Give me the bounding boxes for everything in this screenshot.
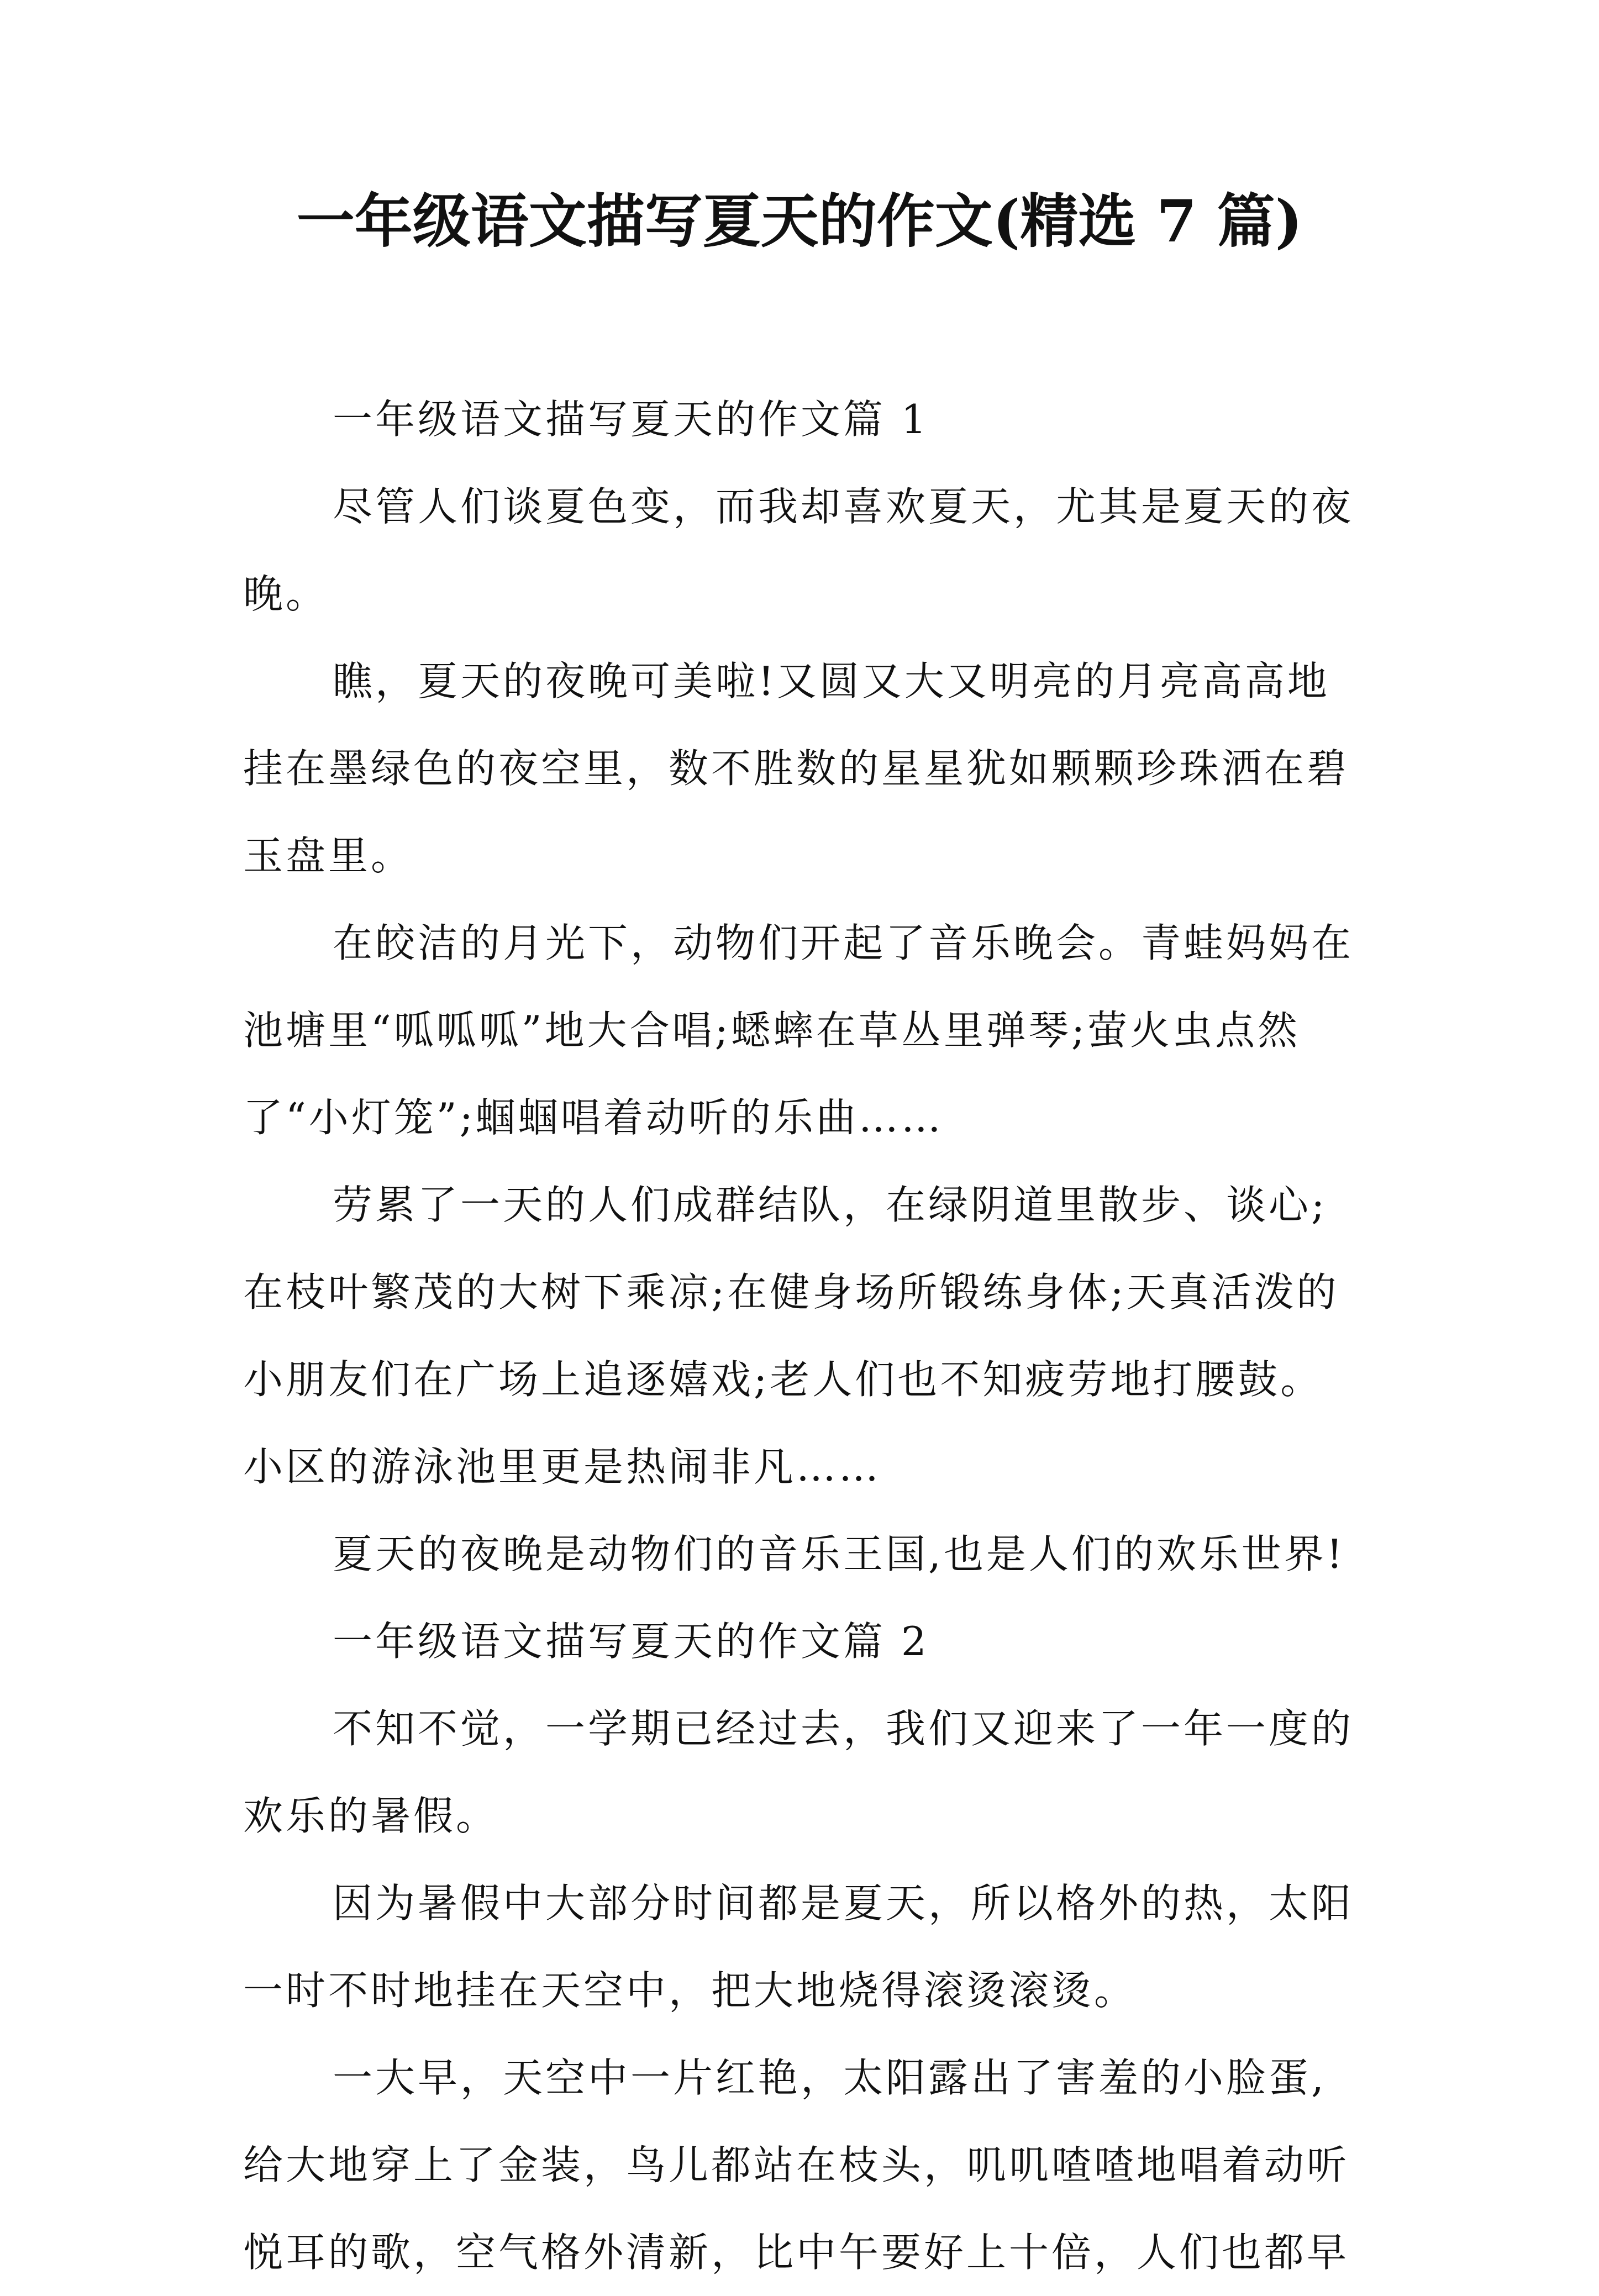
text-line: 瞧，夏天的夜晚可美啦!又圆又大又明亮的月亮高高地 [333, 658, 1330, 704]
text-line: 了“小灯笼”;蝈蝈唱着动听的乐曲…… [243, 1094, 944, 1141]
text-line: 夏天的夜晚是动物们的音乐王国,也是人们的欢乐世界! [333, 1531, 1345, 1577]
text-line: 因为暑假中大部分时间都是夏天，所以格外的热，太阳 [333, 1880, 1354, 1926]
document-title: 一年级语文描写夏天的作文(精选 7 篇) [296, 187, 1303, 255]
text-line: 一时不时地挂在天空中，把大地烧得滚烫滚烫。 [243, 1967, 1137, 2014]
text-line: 一年级语文描写夏天的作文篇 1 [333, 396, 929, 443]
text-line: 玉盘里。 [243, 833, 414, 879]
text-line: 欢乐的暑假。 [243, 1793, 499, 1839]
text-line: 一大早，天空中一片红艳，太阳露出了害羞的小脸蛋, [333, 2055, 1327, 2101]
text-line: 挂在墨绿色的夜空里，数不胜数的星星犹如颗颗珍珠洒在碧 [243, 745, 1350, 792]
text-line: 不知不觉，一学期已经过去，我们又迎来了一年一度的 [333, 1705, 1354, 1752]
text-line: 池塘里“呱呱呱”地大合唱;蟋蟀在草丛里弹琴;萤火虫点然 [243, 1007, 1301, 1054]
text-line: 给大地穿上了金装，鸟儿都站在枝头，叽叽喳喳地唱着动听 [243, 2142, 1350, 2188]
text-line: 小区的游泳池里更是热闹非凡…… [243, 1444, 882, 1490]
text-line: 小朋友们在广场上追逐嬉戏;老人们也不知疲劳地打腰鼓。 [243, 1356, 1323, 1403]
text-line: 在皎洁的月光下，动物们开起了音乐晚会。青蛙妈妈在 [333, 920, 1354, 966]
text-line: 晚。 [243, 571, 329, 617]
text-line: 在枝叶繁茂的大树下乘凉;在健身场所锻练身体;天真活泼的 [243, 1269, 1339, 1315]
text-line: 一年级语文描写夏天的作文篇 2 [333, 1618, 929, 1665]
text-line: 尽管人们谈夏色变，而我却喜欢夏天，尤其是夏天的夜 [333, 483, 1354, 530]
document-body [243, 376, 1359, 2296]
text-line: 悦耳的歌，空气格外清新，比中午要好上十倍，人们也都早 [243, 2229, 1350, 2276]
text-line: 劳累了一天的人们成群结队，在绿阴道里散步、谈心; [333, 1182, 1328, 1228]
